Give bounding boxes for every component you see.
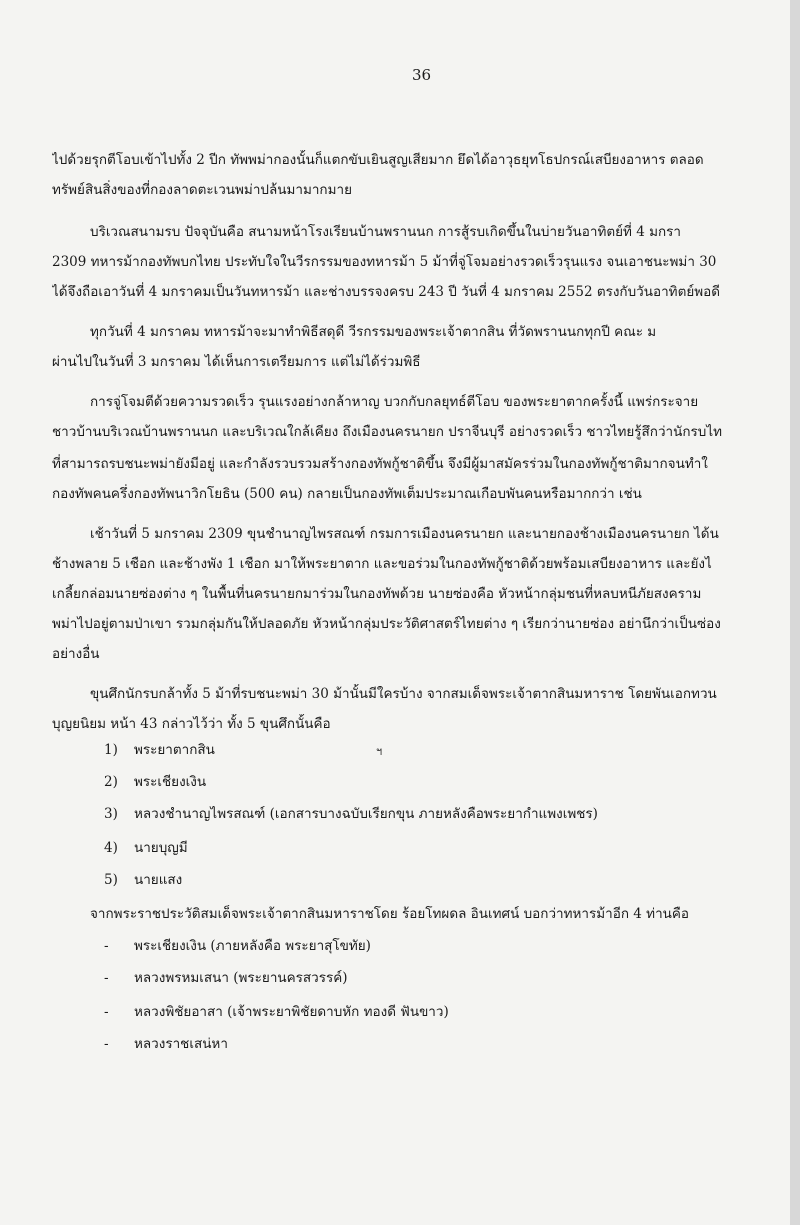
paragraph-line: ทรัพย์สินสิ่งของที่กองลาดตะเวนพม่าปล้นมามากมาย <box>52 182 352 198</box>
paragraph-line: ไปด้วยรุกตีโอบเข้าไปทั้ง 2 ปีก ทัพพม่ากองนั้นก็แตกขับเยินสูญเสียมาก ยึดได้อาวุธยุทโธปกรณ์เสบียงอาหาร ตลอด <box>52 152 704 168</box>
list-number: 4) <box>104 840 118 856</box>
page-number: 36 <box>412 66 432 84</box>
paragraph-line: การจู่โจมตีด้วยความรวดเร็ว รุนแรงอย่างกล้าหาญ บวกกับกลยุทธ์ตีโอบ ของพระยาตากครั้งนี้ แพร่กระจาย <box>90 394 699 410</box>
paragraph-line: ทุกวันที่ 4 มกราคม ทหารม้าจะมาทำพิธีสดุดี วีรกรรมของพระเจ้าตากสิน ที่วัดพรานนกทุกปี คณะ ม <box>90 324 657 340</box>
list-item: พระเชียงเงิน (ภายหลังคือ พระยาสุโขทัย) <box>134 938 371 954</box>
list-item: หลวงราชเสน่หา <box>134 1036 228 1052</box>
paragraph-line: ผ่านไปในวันที่ 3 มกราคม ได้เห็นการเตรียมการ แต่ไม่ได้ร่วมพิธี <box>52 354 421 370</box>
list-number: 3) <box>104 806 118 822</box>
paragraph-line: ชาวบ้านบริเวณบ้านพรานนก และบริเวณใกล้เคียง ถึงเมืองนครนายก ปราจีนบุรี อย่างรวดเร็ว ชาวไทยรู้สึกว่านักรบไท <box>52 424 723 440</box>
paragraph-line: อย่างอื่น <box>52 646 100 662</box>
list-dash: - <box>104 1036 109 1052</box>
list-number: 5) <box>104 872 118 888</box>
paragraph-line: ที่สามารถรบชนะพม่ายังมีอยู่ และกำลังรวบรวมสร้างกองทัพกู้ชาติขึ้น จึงมีผู้มาสมัครร่วมในกองทัพกู้ชาติมากจนทำใ <box>52 456 708 472</box>
paragraph-line: บริเวณสนามรบ ปัจจุบันคือ สนามหน้าโรงเรียนบ้านพรานนก การสู้รบเกิดขึ้นในบ่ายวันอาทิตย์ที่ 4 มกรา <box>90 224 682 240</box>
list-item: นายแสง <box>134 872 183 888</box>
list-number: 2) <box>104 774 118 790</box>
paragraph-line: ได้จึงถือเอาวันที่ 4 มกราคมเป็นวันทหารม้า และช่างบรรจงครบ 243 ปี วันที่ 4 มกราคม 2552 ตรงกับวันอาทิตย์พอดี <box>52 284 721 300</box>
paragraph-line: 2309 ทหารม้ากองทัพบกไทย ประทับใจในวีรกรรมของทหารม้า 5 ม้าที่จู่โจมอย่างรวดเร็วรุนแรง จนเอาชนะพม่า 30 <box>52 254 717 270</box>
ink-mark: ฯ <box>376 745 383 758</box>
paragraph-line: เกลี้ยกล่อมนายซ่องต่าง ๆ ในพื้นที่นครนายกมาร่วมในกองทัพด้วย นายซ่องคือ หัวหน้ากลุ่มชนที่หลบหนีภัยสงคราม <box>52 586 702 602</box>
paragraph-line: บุญยนิยม หน้า 43 กล่าวไว้ว่า ทั้ง 5 ขุนศึกนั้นคือ <box>52 716 331 732</box>
list-number: 1) <box>104 742 118 758</box>
paragraph-line: เช้าวันที่ 5 มกราคม 2309 ขุนชำนาญไพรสณฑ์ กรมการเมืองนครนายก และนายกองช้างเมืองนครนายก ได้น <box>90 526 719 542</box>
list-item: พระยาตากสิน <box>134 742 215 758</box>
list-item: พระเชียงเงิน <box>134 774 207 790</box>
list-item: หลวงพรหมเสนา (พระยานครสวรรค์) <box>134 970 348 986</box>
list-dash: - <box>104 970 109 986</box>
list-item: นายบุญมี <box>134 840 188 856</box>
paragraph-line: พม่าไปอยู่ตามป่าเขา รวมกลุ่มกันให้ปลอดภัย หัวหน้ากลุ่มประวัติศาสตร์ไทยต่าง ๆ เรียกว่านายซ่อง อย่านึกว่าเป็นซ่อง <box>52 616 721 632</box>
list-item: หลวงพิชัยอาสา (เจ้าพระยาพิชัยดาบหัก ทองดี ฟันขาว) <box>134 1004 449 1020</box>
list-intro: จากพระราชประวัติสมเด็จพระเจ้าตากสินมหาราชโดย ร้อยโทผดล อินเทศน์ บอกว่าทหารม้าอีก 4 ท่านคือ <box>90 906 690 922</box>
paragraph-line: ขุนศึกนักรบกล้าทั้ง 5 ม้าที่รบชนะพม่า 30 ม้านั้นมีใครบ้าง จากสมเด็จพระเจ้าตากสินมหาราช โดยพันเอกทวน <box>90 686 717 702</box>
list-dash: - <box>104 938 109 954</box>
list-dash: - <box>104 1004 109 1020</box>
paragraph-line: ช้างพลาย 5 เชือก และช้างพัง 1 เชือก มาให้พระยาตาก และขอร่วมในกองทัพกู้ชาติด้วยพร้อมเสบียงอาหาร และยังไ <box>52 556 712 572</box>
list-item: หลวงชำนาญไพรสณฑ์ (เอกสารบางฉบับเรียกขุน ภายหลังคือพระยากำแพงเพชร) <box>134 806 598 822</box>
paragraph-line: กองทัพคนครึ่งกองทัพนาวิกโยธิน (500 คน) กลายเป็นกองทัพเต็มประมาณเกือบพันคนหรือมากกว่า เช่น <box>52 486 642 502</box>
